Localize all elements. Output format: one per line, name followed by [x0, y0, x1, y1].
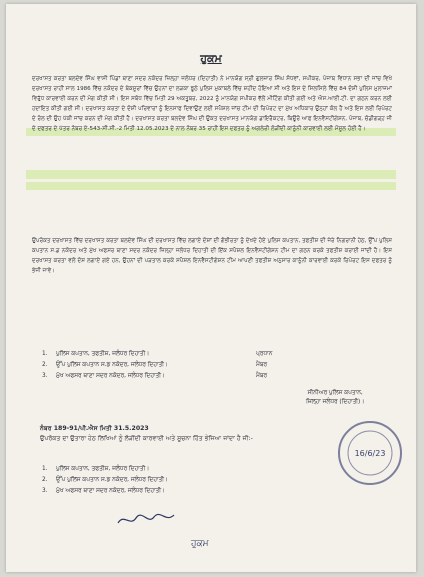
highlight-mark	[26, 182, 396, 190]
team-row: 3. ਮੁੱਖ ਅਫਸਰ ਥਾਣਾ ਸਦਰ ਨਕੋਦਰ, ਜਲੰਧਰ ਦਿਹਾਤੀ। ਮੈਂਬਰ	[42, 373, 268, 379]
endorsement-text: ਉਪਰੋਕਤ ਦਾ ਉਤਾਰਾ ਹੇਠ ਲਿਖਿਆਂ ਨੂੰ ਲੋੜੀਂਦੀ ਕਾਰਵਾਈ ਅਤੇ ਸੂਚਨਾ ਹਿੱਤ ਭੇਜਿਆ ਜਾਂਦਾ ਹੈ ਜੀ:-	[40, 435, 253, 442]
team-row: 1. ਪੁਲਿਸ ਕਪਤਾਨ, ਤਫਤੀਸ਼, ਜਲੰਧਰ ਦਿਹਾਤੀ। ਪ੍ਰਧਾਨ	[42, 351, 273, 357]
office-stamp	[336, 419, 404, 487]
document-page	[6, 4, 416, 572]
team-list	[42, 349, 316, 382]
signatory-office: ਜ਼ਿਲ੍ਹਾ ਜਲੰਧਰ (ਦਿਹਾਤੀ)।	[306, 399, 365, 405]
stamp-date: 16/6/23	[354, 449, 386, 458]
signature-scribble	[116, 509, 176, 529]
signature-block	[306, 389, 364, 407]
document-title: ਹੁਕਮ	[200, 52, 222, 65]
closing-mark: ਹੁਕਮ	[191, 539, 209, 549]
recipient-row: 1. ਪੁਲਿਸ ਕਪਤਾਨ, ਤਫਤੀਸ਼, ਜਲੰਧਰ ਦਿਹਾਤੀ।	[42, 466, 150, 472]
team-row: 2. ਉੱਪ ਪੁਲਿਸ ਕਪਤਾਨ ਸ.ਡ ਨਕੋਦਰ, ਜਲੰਧਰ ਦਿਹਾਤੀ। ਮੈਂਬਰ	[42, 362, 268, 368]
body-paragraph-2: ਉਪਰੋਕਤ ਦਰਖਾਸਤ ਵਿੱਚ ਦਰਖਾਸਤ ਕਰਤਾ ਬਲਦੇਵ ਸਿੰਘ ਦੀ ਦਰਖਾਸਤ ਵਿੱਚ ਲਗਾਏ ਦੋਸ਼ਾਂ ਦੀ ਗੰਭੀਰਤਾ ਨੂੰ ਦੇਖਦੇ ਹੋਏ ਪੁਲਿਸ ਕਪਤਾਨ, ਤਫਤੀਸ਼ ਦੀ ਜੇਰੇ ਨਿਗਰਾਨੀ ਹੇਠ, ਉੱਪ ਪੁਲਿਸ ਕਪਤਾਨ ਸ.ਡ ਨਕੋਦਰ ਅਤੇ ਮੁੱਖ ਅਫਸਰ ਥਾਣਾ ਸਦਰ ਨਕੋਦਰ ਜ਼ਿਲ੍ਹਾ ਜਲੰਧਰ ਦਿਹਾਤੀ ਦੀ ਇੱਕ ਸਪੈਸ਼ਲ ਇਨਵੈਸਟੀਗੇਸ਼ਨ ਟੀਮ ਦਾ ਗਠਨ ਕਰਕੇ ਤਫਤੀਸ਼ ਕਰਾਈ ਜਾਂਦੀ ਹੈ। ਇਸ ਦਰਖਾਸਤ ਕਰਤਾ ਵਲੋਂ ਦੋਸ਼ ਲਗਾਏ ਗਏ ਹਨ, ਉਹਨਾਂ ਦੀ ਪੜਤਾਲ ਕਰਕੇ ਸਪੈਸ਼ਲ ਇਨਵੈਸਟੀਗੇਸ਼ਨ ਟੀਮ ਆਪਣੀ ਤਫਤੀਸ਼ ਅਨੁਸਾਰ ਕਾਨੂੰਨੀ ਕਾਰਵਾਈ ਕਰਕੇ ਰਿਪੋਰਟ ਇਸ ਦਫਤਰ ਨੂੰ ਭੇਜੀ ਜਾਵੇ।	[32, 238, 392, 274]
recipient-list	[42, 464, 256, 497]
recipient-row: 2. ਉੱਪ ਪੁਲਿਸ ਕਪਤਾਨ ਸ.ਡ ਨਕੋਦਰ, ਜਲੰਧਰ ਦਿਹਾਤੀ।	[42, 477, 168, 483]
endorsement-number: ਨੰਬਰ 189-91/ਪੀ.ਐਸ ਮਿਤੀ 31.5.2023	[40, 425, 149, 432]
signatory-title: ਸੀਨੀਅਰ ਪੁਲਿਸ ਕਪਤਾਨ,	[307, 390, 363, 396]
recipient-row: 3. ਮੁੱਖ ਅਫਸਰ ਥਾਣਾ ਸਦਰ ਨਕੋਦਰ, ਜਲੰਧਰ ਦਿਹਾਤੀ।	[42, 488, 165, 494]
endorsement	[40, 424, 380, 444]
body-paragraph-1: ਦਰਖਾਸਤ ਕਰਤਾ ਬਲਦੇਵ ਸਿੰਘ ਵਾਸੀ ਪਿੰਡਾਂ ਥਾਣਾ ਸਦਰ ਨਕੋਦਰ ਜ਼ਿਲ੍ਹਾ ਜਲੰਧਰ (ਦਿਹਾਤੀ) ਨੇ ਮਾਨਯੋਗ ਸ੍ਰੀ ਗੁਲਜ਼ਾਰ ਸਿੰਘ ਸੰਧਵਾਂ, ਸਪੀਕਰ, ਪੰਜਾਬ ਵਿਧਾਨ ਸਭਾ ਦੀ ਜਾਂਚ ਵਿਖੇ ਦਰਖਾਸਤ ਰਾਹੀਂ ਸਾਲ 1986 ਵਿੱਚ ਨਕੋਦਰ ਦੇ ਬੇਕਸੂਰਾਂ ਵਿੱਚ ਉਹਨਾਂ ਦਾ ਲੜਕਾ ਝੂਠੇ ਪੁਲਿਸ ਮੁਕਾਬਲੇ ਵਿੱਚ ਸ਼ਹੀਦ ਹੋਇਆ ਸੀ ਅਤੇ ਇਸ ਦੇ ਸਿਲਸਿਲੇ ਵਿੱਚ 84 ਦੋਸ਼ੀ ਪੁਲਿਸ ਮੁਲਾਜ਼ਮਾਂ ਵਿਰੁੱਧ ਕਾਰਵਾਈ ਕਰਨ ਦੀ ਮੰਗ ਕੀਤੀ ਸੀ। ਇਸ ਸਬੰਧ ਵਿੱਚ ਮਿਤੀ 29 ਅਕਤੂਬਰ, 2022 ਨੂੰ ਮਾਨਯੋਗ ਸਪੀਕਰ ਵੱਲੋਂ ਮੀਟਿੰਗ ਕੀਤੀ ਗਈ ਅਤੇ ਐਸ.ਆਈ.ਟੀ. ਦਾ ਗਠਨ ਕਰਨ ਲਈ ਹਦਾਇਤ ਕੀਤੀ ਗਈ ਸੀ। ਦਰਖਾਸਤ ਕਰਤਾ ਦੇ ਦੋਸ਼ੀ ਪਰਿਵਾਰਾਂ ਨੂੰ ਇਨਸਾਫ ਦਿਵਾਉਣ ਲਈ ਸਪੈਸ਼ਲ ਜਾਂਚ ਟੀਮ ਦੀ ਰਿਪੋਰਟ ਦਾ ਮੁੱਖ ਅਧਿਕਾਰ ਉਨ੍ਹਾਂ ਕੋਲ ਹੈ ਅਤੇ ਇਸ ਲਈ ਰਿਪੋਰਟ ਦੇ ਰੋਲ ਦੀ ਉਹ ਪੱਕੀ ਜਾਂਚ ਕਰਨ ਦੀ ਮੰਗ ਕੀਤੀ ਹੈ। ਦਰਖਾਸਤ ਕਰਤਾ ਬਲਦੇਵ ਸਿੰਘ ਦੀ ਉਕਤ ਦਰਖਾਸਤ ਮਾਨਯੋਗ ਡਾਇਰੈਕਟਰ, ਬਿਊਰੋ ਆਫ ਇਨਵੈਸਟੀਗੇਸ਼ਨ, ਪੰਜਾਬ, ਚੰਡੀਗੜ੍ਹ ਜੀ ਦੇ ਦਫਤਰ ਦੇ ਪੱਤਰ ਨੰਬਰ ਏ-543-ਸੀ.ਸੀ.-2 ਮਿਤੀ 12.05.2023 ਦੇ ਨਾਲ ਨੰਬਰ 35 ਰਾਹੀਂ ਇਸ ਦਫਤਰ ਨੂੰ ਅਗਲੇਰੀ ਲੋੜੀਂਦੀ ਕਾਨੂੰਨੀ ਕਾਰਵਾਈ ਲਈ ਮੌਸੂਲ ਹੋਈ ਹੈ।	[32, 76, 392, 132]
highlight-mark	[26, 170, 396, 179]
